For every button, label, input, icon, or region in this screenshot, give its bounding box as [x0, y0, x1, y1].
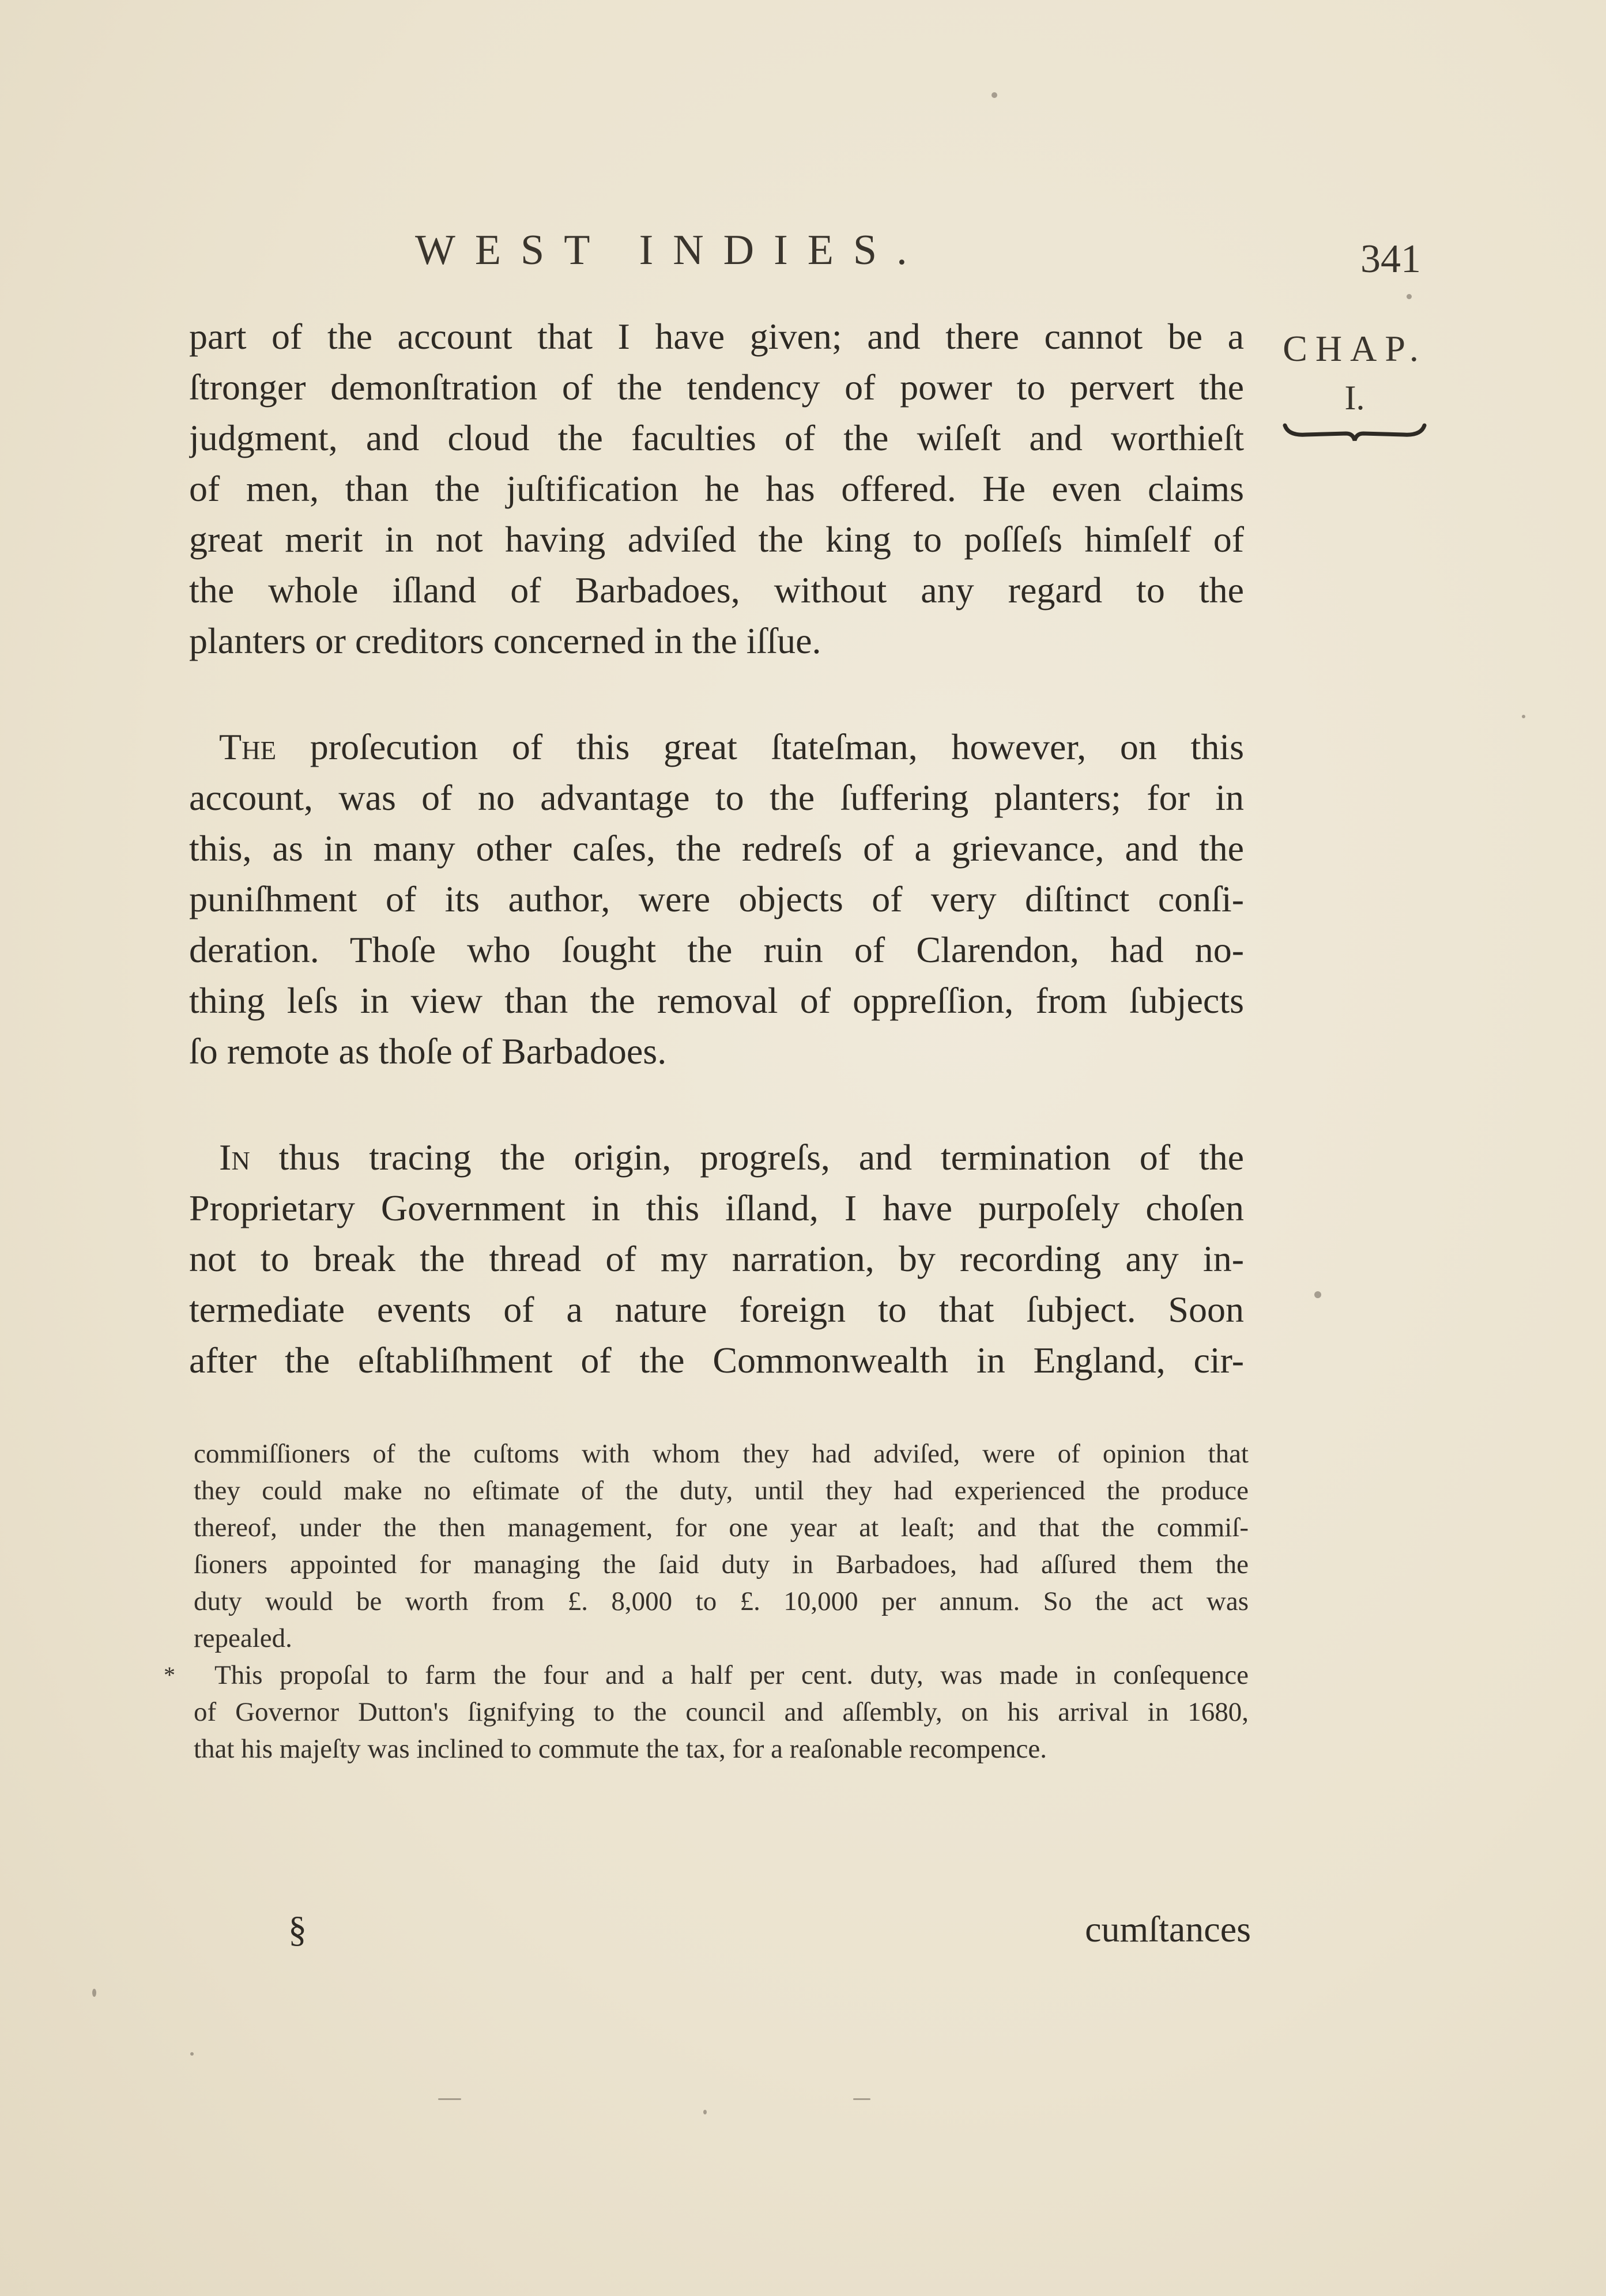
page-number: 341	[1360, 237, 1421, 281]
footnote-line: thereof, under the then management, for one year at leaſt; and that the commiſ-	[194, 1513, 1249, 1543]
page-footer	[288, 1908, 1251, 1960]
paper-speck	[438, 2098, 461, 2100]
text-line: ſo remote as thoſe of Barbadoes.	[189, 1031, 667, 1072]
paper-speck	[1407, 294, 1412, 299]
text-line: part of the account that I have given; and there cannot be a	[189, 316, 1244, 357]
text-line: great merit in not having adviſed the king to poſſeſs himſelf of	[189, 519, 1244, 560]
chapter-label: CHAP.	[1283, 328, 1427, 369]
footnote-line: repealed.	[194, 1623, 292, 1653]
text-line: In thus tracing the origin, progreſs, and termination of the	[219, 1137, 1244, 1178]
lead-word: In	[219, 1137, 250, 1178]
signature-mark: §	[288, 1909, 307, 1950]
text-line: ſtronger demonſtration of the tendency of power to pervert the	[189, 367, 1244, 408]
paper-speck	[703, 2110, 707, 2114]
chapter-number: I.	[1344, 379, 1365, 417]
footnote-line: duty would be worth from £. 8,000 to £. 10,000 per annum. So the act was	[194, 1586, 1249, 1616]
text-line: thing leſs in view than the removal of oppreſſion, from ſubjects	[189, 980, 1244, 1021]
paper-speck	[853, 2098, 870, 2100]
footnote-line: of Governor Dutton's ſignifying to the council and aſſembly, on his arrival in 1680,	[194, 1697, 1249, 1727]
catchword: cumſtances	[1085, 1909, 1251, 1950]
chapter-margin-note	[1274, 323, 1435, 444]
text-line: The proſecution of this great ſtateſman, however, on this	[219, 726, 1244, 767]
footnote-line: ſioners appointed for managing the ſaid duty in Barbadoes, had aſſured them the	[194, 1549, 1249, 1579]
footnote-line: that his majeſty was inclined to commute the tax, for a reaſonable recompence.	[194, 1734, 1047, 1764]
paragraph-2	[189, 722, 1244, 1077]
text-line: this, as in many other caſes, the redreſs of a grievance, and the	[189, 828, 1244, 869]
text-line: of men, than the juſtification he has offered. He even claims	[189, 468, 1244, 509]
paper-speck	[92, 1989, 96, 1997]
text-line: deration. Thoſe who ſought the ruin of Clarendon, had no-	[189, 929, 1244, 970]
running-head: WEST INDIES.	[415, 227, 927, 274]
text-line: puniſhment of its author, were objects of very diſtinct conſi-	[189, 879, 1244, 919]
text-line: Proprietary Government in this iſland, I have purpoſely choſen	[189, 1187, 1244, 1228]
paragraph-3	[189, 1132, 1244, 1386]
footnote-line: commiſſioners of the cuſtoms with whom they had adviſed, were of opinion that	[194, 1439, 1249, 1469]
text-line: the whole iſland of Barbadoes, without any regard to the	[189, 570, 1244, 610]
brace-icon	[1283, 421, 1427, 444]
paper-speck	[1522, 715, 1525, 718]
footnote-line: they could make no eſtimate of the duty, until they had experienced the produce	[194, 1476, 1249, 1506]
paper-speck	[190, 2052, 194, 2056]
paragraph-1	[189, 311, 1244, 666]
footnote-new	[164, 1657, 1249, 1767]
paper-speck	[992, 92, 997, 98]
footnotes	[164, 1435, 1249, 1767]
footnote-marker: *	[164, 1662, 175, 1688]
text-line: after the eſtabliſhment of the Commonwealth in England, cir-	[189, 1340, 1244, 1381]
text-line: account, was of no advantage to the ſuffering planters; for in	[189, 777, 1244, 818]
main-text	[189, 311, 1244, 1441]
text-line: termediate events of a nature foreign to that ſubject. Soon	[189, 1289, 1244, 1330]
paper-speck	[1314, 1291, 1321, 1298]
text-line: planters or creditors concerned in the iſſue.	[189, 620, 821, 661]
text-line: not to break the thread of my narration, by recording any in-	[189, 1238, 1244, 1279]
footnote-line: This propoſal to farm the four and a half per cent. duty, was made in conſequence	[214, 1660, 1249, 1690]
lead-word: The	[219, 726, 277, 767]
text-line: judgment, and cloud the faculties of the wiſeſt and worthieſt	[189, 417, 1244, 458]
